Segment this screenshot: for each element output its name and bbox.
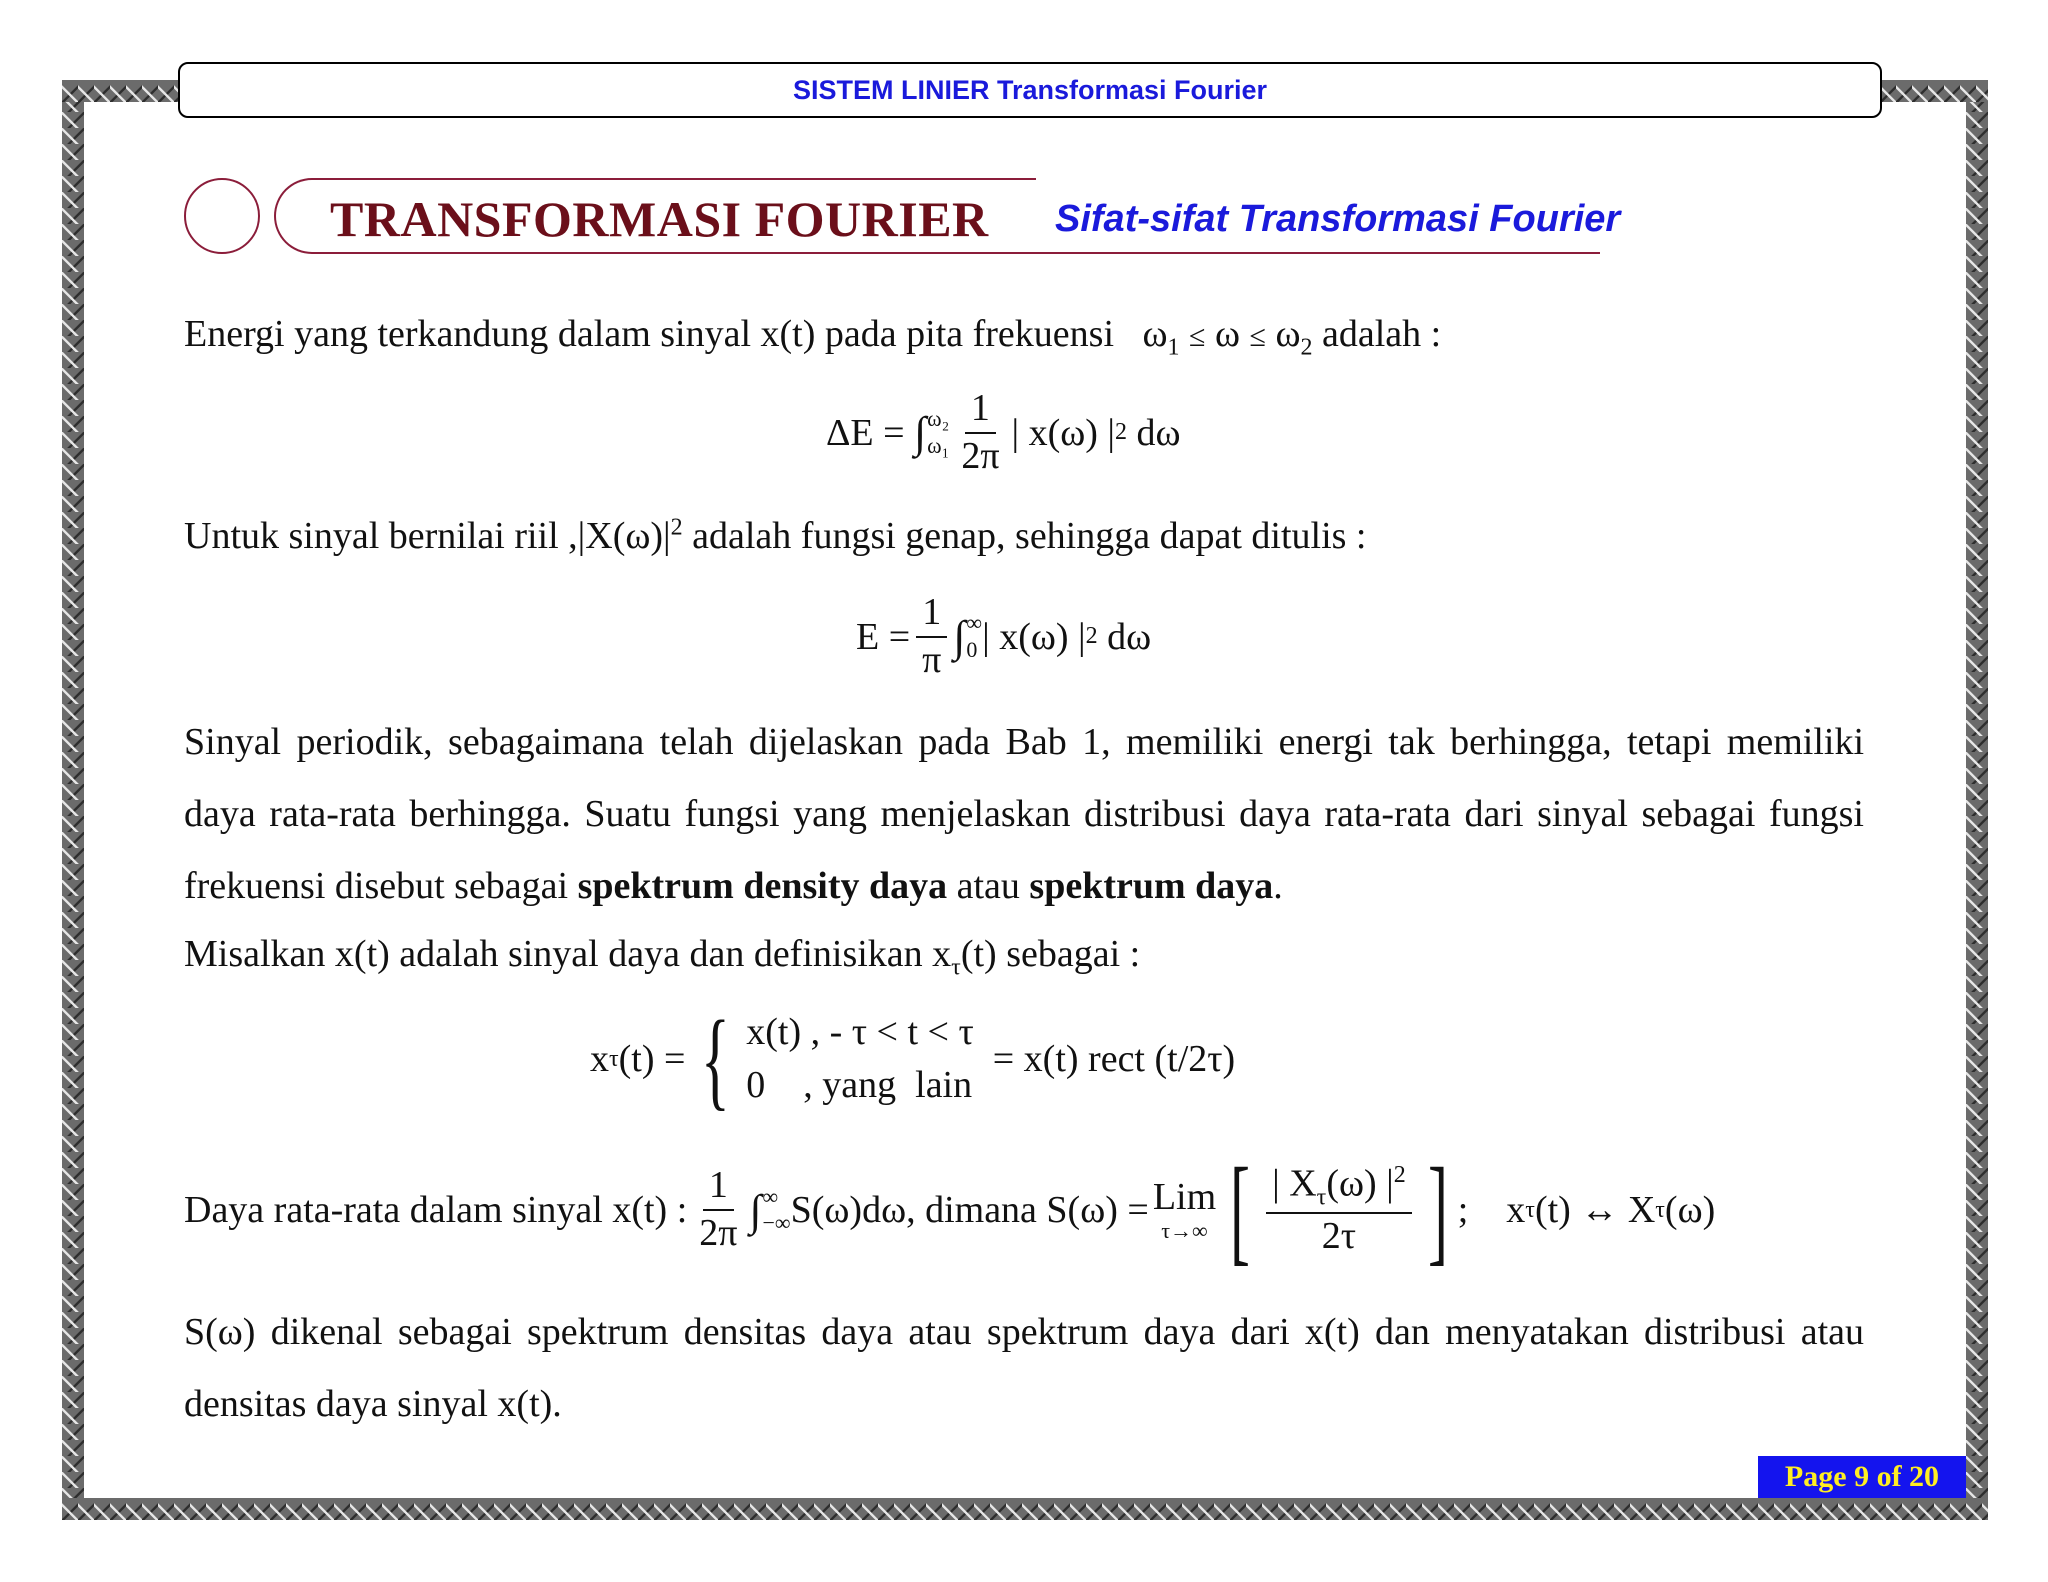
equation-energy: E = $\frac{1}{\pi}$ ∫ ∞ 0 | x(ω) | 2 dω	[856, 591, 1152, 681]
left-bracket: [	[1230, 1143, 1251, 1276]
border-bottom	[62, 1498, 1988, 1520]
paragraph-periodic-signal: Sinyal periodik, sebagaimana telah dijelaskan pada Bab 1, memiliki energi tak berhingga, tetapi memiliki daya rata-rata berhingga. Suatu fungsi yang menjelaskan distribusi daya rata-rata dari sinyal sebagai fungsi frekuensi disebut sebagai spektrum density daya atau spektrum daya.	[184, 721, 1864, 907]
border-right	[1966, 80, 1988, 1520]
fraction-1-over-2pi: $\frac{1}{2\pi}$	[961, 387, 1000, 477]
paragraph-energy-band: Energi yang terkandung dalam sinyal x(t) pada pita frekuensi $\omega_1 \le \omega \le \omega_2$ adalah :	[184, 313, 1442, 361]
equation-truncated-signal: x τ (t) = { x(t) , - τ < t < τ 0 , yang lain = x(t) rect (t/2τ)	[590, 998, 1236, 1120]
right-bracket: ]	[1427, 1143, 1448, 1276]
sub-title: Sifat-sifat Transformasi Fourier	[1055, 198, 1621, 240]
header-box	[178, 62, 1882, 118]
fraction-1-over-2pi-power: $\frac{1}{2\pi}$	[699, 1164, 738, 1254]
page-number-badge: Page 9 of 20	[1758, 1456, 1966, 1498]
paragraph-spectrum-definition: S(ω) dikenal sebagai spektrum densitas daya atau spektrum daya dari x(t) dan menyatakan distribusi atau densitas daya sinyal x(t).	[184, 1311, 1864, 1425]
equation-delta-energy: ΔE = ∫ ω₂ ω₁ $\frac{1}{2\pi}$ | x(ω) | 2 dω	[826, 387, 1181, 477]
left-brace: {	[701, 998, 731, 1120]
border-left	[62, 80, 84, 1520]
equation-average-power: Daya rata-rata dalam sinyal x(t) : $\frac{1}{2\pi}$ ∫ ∞ −∞ S(ω)dω , dimana S(ω) = Lim τ→∞ [ $\frac{| X_\tau(\omega) |^2}{2\tau}$ ] ; x τ (t) ↔ X τ (ω)	[184, 1143, 1716, 1276]
header-title: SISTEM LINIER Transformasi Fourier	[792, 74, 1268, 105]
paragraph-real-signal: Untuk sinyal bernilai riil $,|X(\omega)|^2$ adalah fungsi genap, sehingga dapat ditulis :	[184, 514, 1367, 557]
decorative-underline	[1034, 252, 1600, 254]
border-top-right	[1880, 80, 1988, 102]
paragraph-define-xtau: Misalkan x(t) adalah sinyal daya dan definisikan $x_\tau(t)$ sebagai :	[184, 933, 1141, 981]
fraction-1-over-pi: $\frac{1}{\pi}$	[916, 592, 947, 682]
decorative-circle	[184, 178, 260, 254]
limit-operator: Lim τ→∞	[1152, 1176, 1217, 1243]
border-top-left	[62, 80, 180, 102]
main-title: TRANSFORMASI FOURIER	[330, 191, 989, 247]
fraction-power-spectrum: $\frac{| X_\tau(\omega) |^2}{2\tau}$	[1266, 1162, 1412, 1258]
